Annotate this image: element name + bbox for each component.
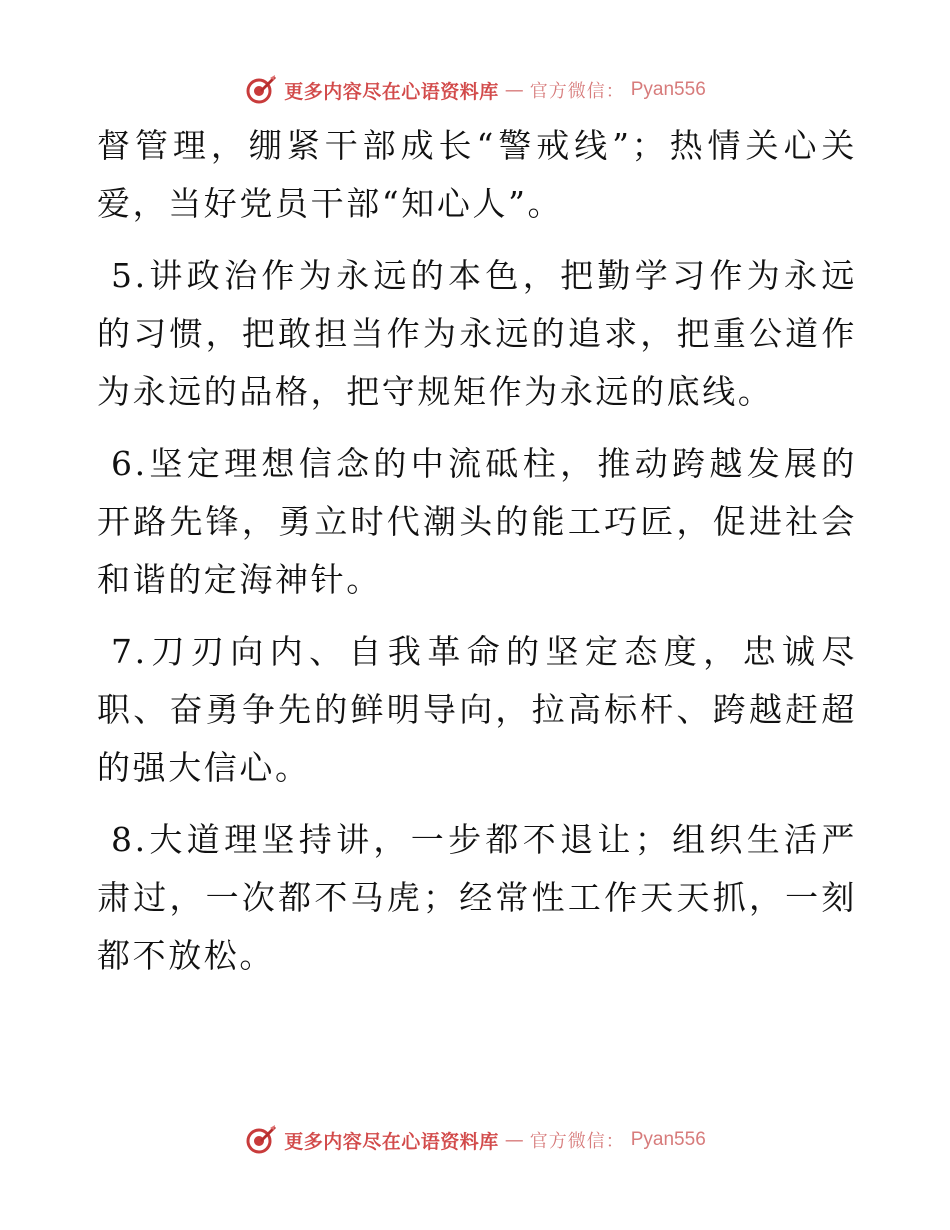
footer-brand: [244, 1123, 706, 1157]
wechat-label: 官方微信：: [529, 1131, 625, 1152]
paragraph-continued: 督管理，绷紧干部成长“警戒线”；热情关心关爱，当好党员干部“知心人”。: [97, 126, 857, 223]
document-body: [97, 117, 857, 999]
brand-text: 更多内容尽在心语资料库: [284, 1130, 499, 1153]
brand-separator: —: [504, 79, 524, 101]
paragraph-item-6: 6.坚定理想信念的中流砥柱，推动跨越发展的开路先锋，勇立时代潮头的能工巧匠，促进社会和谐的定海神针。: [97, 444, 857, 599]
brand-separator: —: [504, 1129, 524, 1151]
header-brand: [244, 73, 706, 107]
paragraph-item-8: 8.大道理坚持讲，一步都不退让；组织生活严肃过，一次都不马虎；经常性工作天天抓，一刻都不放松。: [97, 820, 857, 975]
quill-pen-logo-icon: [244, 1123, 278, 1157]
paragraph-item-7: 7.刀刃向内、自我革命的坚定态度，忠诚尽职、奋勇争先的鲜明导向，拉高标杆、跨越赶超的强大信心。: [97, 632, 857, 787]
brand-text: 更多内容尽在心语资料库: [284, 80, 499, 103]
page-header: [0, 70, 950, 110]
wechat-label: 官方微信：: [529, 81, 625, 102]
quill-pen-logo-icon: [244, 73, 278, 107]
page-footer: [0, 1120, 950, 1160]
paragraph-item-5: 5.讲政治作为永远的本色，把勤学习作为永远的习惯，把敢担当作为永远的追求，把重公道作为永远的品格，把守规矩作为永远的底线。: [97, 256, 857, 411]
wechat-id: Pyan556: [630, 1129, 706, 1150]
wechat-id: Pyan556: [630, 79, 706, 100]
